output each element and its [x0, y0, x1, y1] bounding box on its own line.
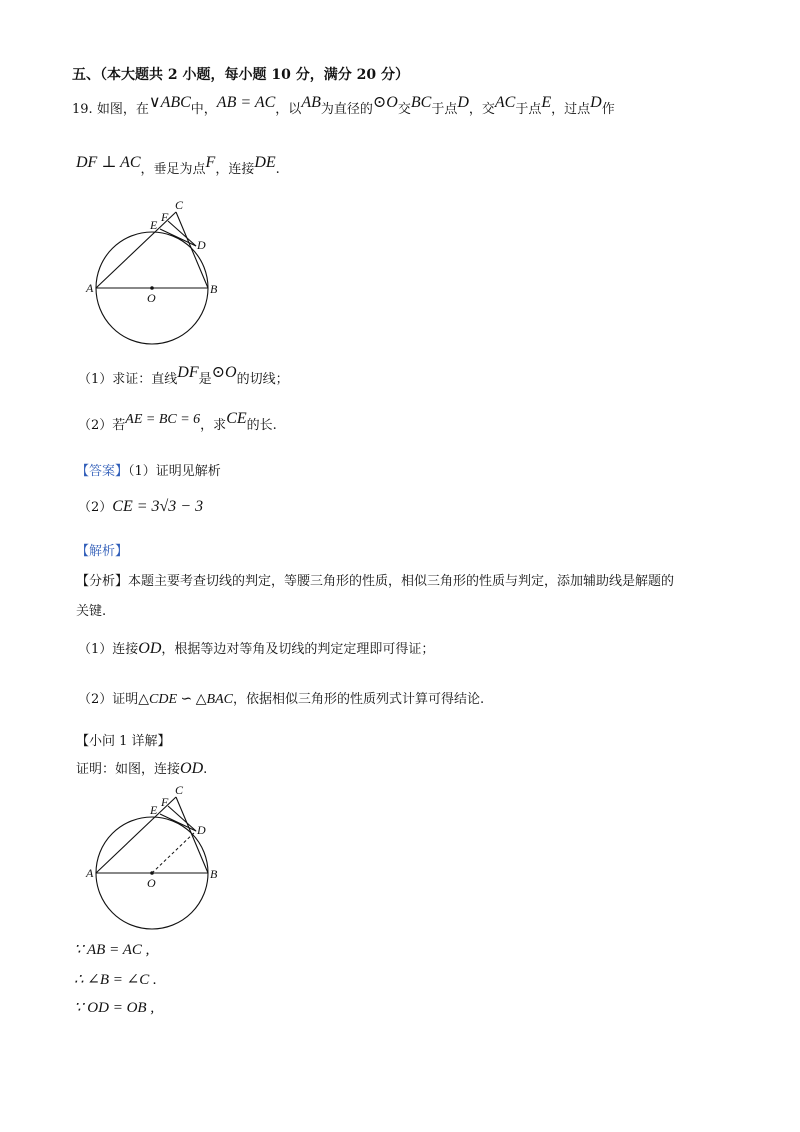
text: ，依据相似三角形的性质列式计算可得结论.: [233, 692, 485, 707]
text: （1）求证：直线: [78, 372, 178, 387]
math-od: OD: [180, 760, 204, 777]
label-e: E: [150, 218, 158, 232]
segment-de: [160, 814, 196, 831]
detail-intro: [76, 758, 207, 778]
math-d: D: [457, 94, 469, 111]
math-ce: CE: [226, 410, 247, 427]
math-de: DE: [254, 154, 276, 171]
analysis-tag: 【解析】: [76, 544, 129, 559]
text: ，过点: [551, 102, 591, 117]
question-line-1: [72, 92, 615, 117]
question-line-2: [76, 152, 280, 177]
part-2: [78, 410, 277, 433]
text: 如图，在: [96, 102, 149, 117]
math-df: DF: [177, 364, 199, 381]
text: ，连接: [215, 162, 255, 177]
text: （2）证明: [78, 692, 139, 707]
math-circle-o: ⊙O: [372, 94, 398, 111]
section-title: 五、（本大题共 2 小题，每小题 10 分，满分 20 分）: [72, 67, 409, 83]
text: 是: [198, 372, 212, 387]
math-e: E: [541, 94, 552, 111]
text: 作: [601, 102, 615, 117]
text: （1）连接: [78, 642, 139, 657]
analysis-step-1: [78, 638, 434, 658]
text: ，根据等边对等角及切线的判定定理即可得证；: [161, 642, 435, 657]
label-c: C: [175, 198, 184, 212]
text: （2）: [78, 500, 113, 515]
text: .: [275, 162, 280, 177]
proof-step-2: ∴ ∠B = ∠C .: [74, 972, 157, 988]
math-ab-eq-ac: AB = AC: [216, 94, 276, 111]
text: 交: [397, 102, 411, 117]
text: .: [203, 762, 208, 777]
text: ，求: [200, 418, 227, 433]
label-b: B: [210, 867, 218, 881]
label-o: O: [147, 291, 156, 305]
analysis-fenxi-cont: 关键.: [76, 604, 107, 619]
text: （2）若: [78, 418, 126, 433]
text: ，以: [275, 102, 302, 117]
text: 的长.: [246, 418, 277, 433]
text: 的切线；: [236, 372, 289, 387]
text: 证明：如图，连接: [76, 762, 181, 777]
analysis-step-2: [78, 688, 484, 708]
math-ae-bc-6: AE = BC = 6: [125, 412, 201, 427]
answer-tag: 【答案】: [76, 464, 129, 479]
math-circle-o: ⊙O: [211, 364, 237, 381]
label-e: E: [150, 803, 158, 817]
question-number: 19.: [72, 102, 93, 117]
segment-de: [160, 229, 196, 246]
math-similar: △CDE ∽ △BAC: [138, 692, 233, 707]
center-dot: [150, 871, 154, 875]
label-f: F: [161, 795, 169, 809]
text: （1）证明见解析: [128, 464, 221, 479]
text: ，垂足为点: [140, 162, 206, 177]
text: 于点: [431, 102, 458, 117]
math-od: OD: [138, 640, 162, 657]
math-ac: AC: [494, 94, 516, 111]
label-o: O: [147, 876, 156, 890]
segment-df: [168, 221, 196, 246]
proof-step-3: ∵ OD = OB ,: [74, 1000, 155, 1016]
segment-df: [168, 806, 196, 831]
label-f: F: [161, 210, 169, 224]
geometry-figure-2: [84, 781, 224, 931]
text: 于点: [515, 102, 542, 117]
text: ，交: [468, 102, 495, 117]
answer-line-2: [78, 496, 203, 516]
label-a: A: [86, 866, 94, 880]
answer-line-1: [76, 460, 221, 479]
label-d: D: [197, 823, 206, 837]
label-b: B: [210, 282, 218, 296]
part-1: [78, 362, 289, 387]
analysis-fenxi: 【分析】本题主要考查切线的判定，等腰三角形的性质，相似三角形的性质与判定，添加辅助线是解题的: [76, 574, 675, 589]
detail-title: 【小问 1 详解】: [76, 734, 171, 749]
math-f: F: [205, 154, 216, 171]
math-ce-answer: CE = 3√3 − 3: [112, 498, 204, 515]
text: 为直径的: [320, 102, 373, 117]
center-dot: [150, 286, 154, 290]
triangle-abc: ∨ABC: [148, 94, 191, 111]
label-c: C: [175, 783, 184, 797]
text: 中，: [190, 102, 217, 117]
segment-od-dashed: [152, 831, 196, 873]
math-bc: BC: [410, 94, 432, 111]
math-df-perp-ac: DF ⊥ AC: [76, 154, 141, 171]
math-ab: AB: [301, 94, 321, 111]
geometry-figure-1: [84, 196, 224, 346]
label-a: A: [86, 281, 94, 295]
math-d: D: [590, 94, 602, 111]
proof-step-1: ∵ AB = AC ,: [74, 942, 150, 958]
label-d: D: [197, 238, 206, 252]
